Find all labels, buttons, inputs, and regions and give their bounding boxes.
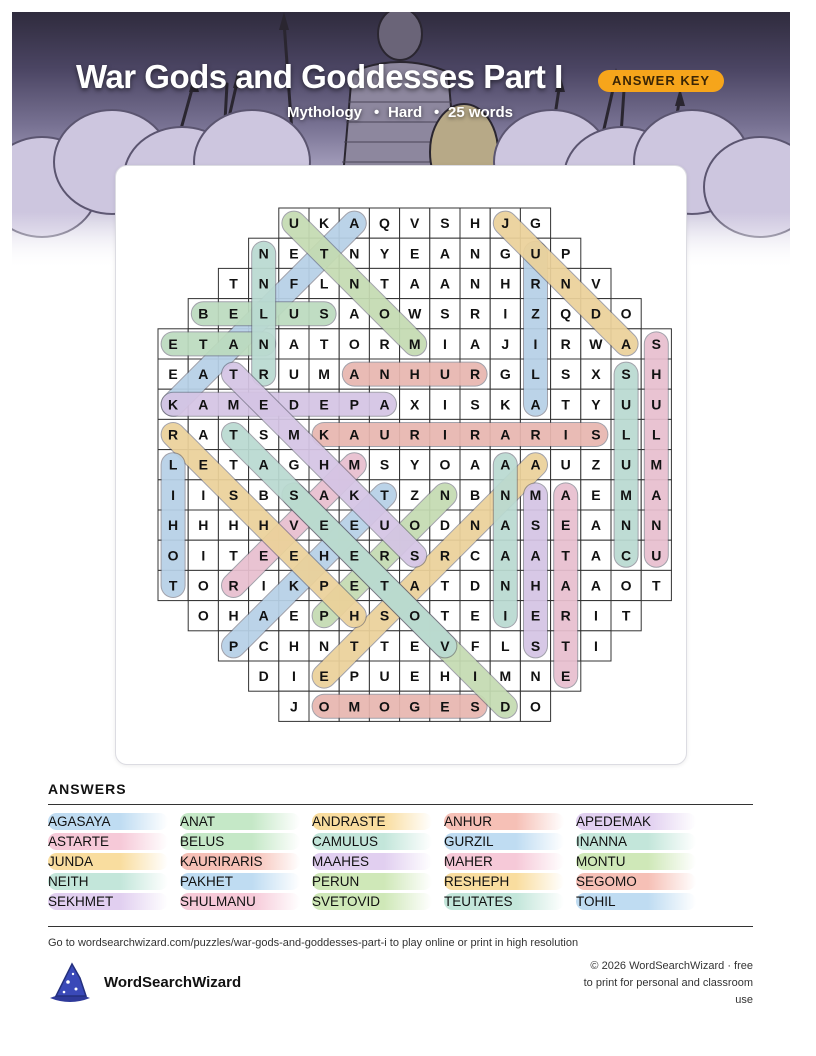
grid-letter: H [439,668,450,685]
grid-letter: R [379,335,390,352]
grid-letter: T [199,335,208,352]
grid-letter: W [589,335,603,352]
grid-letter: N [500,577,511,594]
copyright-text: © 2026 WordSearchWizard · free to print for personal and classroom use [583,960,753,1006]
grid-letter: E [259,547,269,564]
answer-key-badge: ANSWER KEY [598,70,724,92]
grid-letter: A [319,486,330,503]
grid-letter: L [168,456,178,473]
meta-separator: • [434,104,440,121]
answer-word: RESHEPH [444,873,564,890]
grid-letter: I [503,305,508,322]
grid-letter: E [561,668,571,685]
grid-letter: S [379,456,390,473]
grid-letter: J [501,215,510,232]
grid-letter: S [289,486,299,503]
grid-letter: E [561,517,571,534]
grid-letter: R [409,426,420,443]
grid-letter: E [319,396,329,413]
grid-letter: S [470,396,480,413]
grid-letter: A [288,335,299,352]
grid-letter: H [258,517,269,534]
grid-letter: T [652,577,661,594]
grid-letter: L [319,275,329,292]
grid-letter: T [319,335,329,352]
grid-letter: I [473,668,478,685]
grid-letter: U [288,215,299,232]
grid-letter: T [440,577,450,594]
grid-letter: E [259,396,269,413]
grid-letter: P [349,396,359,413]
grid-letter: O [348,335,360,352]
grid-letter: M [227,396,240,413]
grid-letter: T [380,486,389,503]
grid-letter: M [650,456,663,473]
grid-letter: E [410,668,420,685]
grid-letter: U [621,396,632,413]
grid-letter: I [291,668,296,685]
grid-letter: I [442,335,447,352]
grid-letter: T [561,637,570,654]
grid-letter: Z [410,486,419,503]
grid-letter: Q [560,305,572,322]
grid-letter: R [439,547,450,564]
grid-letter: S [379,607,390,624]
grid-letter: T [350,637,359,654]
footer-url-text: Go to wordsearchwizard.com/puzzles/war-gods-and-goddesses-part-i to play online or print in high resolution [48,937,579,949]
grid-letter: A [258,456,269,473]
grid-letter: E [349,577,359,594]
grid-letter: D [500,698,511,715]
grid-letter: O [167,547,179,564]
grid-letter: D [590,305,601,322]
grid-letter: Y [379,245,390,262]
grid-letter: W [408,305,422,322]
grid-letter: A [590,547,601,564]
grid-letter: G [530,215,541,232]
answers-heading: ANSWERS [48,781,127,797]
grid-letter: I [442,426,447,443]
grid-letter: T [229,366,238,383]
grid-letter: B [198,305,209,322]
grid-letter: E [410,245,420,262]
grid-letter: E [319,668,329,685]
grid-letter: O [197,577,209,594]
answer-word: JUNDA [48,853,168,870]
grid-letter: V [289,517,299,534]
grid-letter: O [409,517,421,534]
grid-letter: C [258,637,269,654]
grid-letter: A [651,486,662,503]
grid-letter: M [499,668,512,685]
grid-letter: S [621,366,631,383]
grid-letter: A [500,426,511,443]
grid-letter: Y [591,396,601,413]
grid-letter: H [500,275,511,292]
grid-letter: A [258,607,269,624]
grid-letter: S [651,335,661,352]
grid-letter: S [410,547,420,564]
answer-word: TEUTATES [444,893,564,910]
answer-word: PAKHET [180,873,300,890]
grid-letter: R [258,366,269,383]
grid-letter: U [379,517,390,534]
answer-word: SHULMANU [180,893,300,910]
grid-letter: S [530,637,541,654]
grid-letter: N [258,245,269,262]
grid-letter: U [651,396,662,413]
grid-letter: K [168,396,179,413]
grid-letter: A [349,426,360,443]
grid-letter: S [561,366,571,383]
divider [48,804,753,805]
grid-letter: X [410,396,420,413]
grid-letter: N [258,275,269,292]
grid-letter: O [197,607,209,624]
grid-letter: M [348,698,361,715]
grid-letter: S [228,486,239,503]
grid-letter: S [319,305,329,322]
grid-letter: U [379,668,390,685]
answer-word: INANNA [576,833,696,850]
grid-letter: R [530,275,541,292]
grid-letter: S [470,698,480,715]
grid-letter: L [531,366,540,383]
grid-letter: P [561,245,571,262]
answer-word: SEGOMO [576,873,696,890]
grid-letter: S [440,215,450,232]
grid-letter: M [408,335,421,352]
grid-letter: T [440,607,450,624]
grid-letter: A [590,517,601,534]
grid-letter: I [261,577,266,594]
grid-letter: E [198,456,208,473]
grid-letter: V [440,637,450,654]
answer-word: APEDEMAK [576,813,696,830]
grid-letter: L [501,637,510,654]
grid-letter: E [168,366,178,383]
grid-letter: S [440,305,450,322]
grid-letter: I [503,607,508,624]
grid-letter: R [228,577,239,594]
grid-letter: R [470,426,481,443]
grid-letter: N [530,668,541,685]
grid-letter: O [379,698,390,715]
answer-word: MONTU [576,853,696,870]
grid-letter: A [198,366,209,383]
grid-letter: E [319,517,329,534]
grid-letter: A [379,396,390,413]
grid-letter: R [470,366,481,383]
grid-letter: M [318,366,330,383]
word-count-label: 25 words [448,104,514,121]
grid-letter: H [228,607,239,624]
grid-letter: D [288,396,299,413]
answer-word: ANHUR [444,813,564,830]
grid-letter: I [201,547,206,564]
grid-letter: L [621,426,631,443]
grid-letter: A [439,245,450,262]
grid-letter: I [563,426,568,443]
answer-word: CAMULUS [312,833,432,850]
grid-letter: J [290,698,298,715]
grid-letter: T [380,637,389,654]
grid-letter: K [288,577,299,594]
grid-letter: N [470,517,481,534]
grid-letter: E [168,335,178,352]
grid-letter: T [561,547,570,564]
grid-letter: A [228,335,239,352]
grid-letter: H [530,577,541,594]
brand-name: WordSearchWizard [104,974,242,991]
grid-letter: E [470,607,480,624]
puzzle-title: War Gods and Goddesses Part I [76,58,563,95]
grid-letter: R [560,335,571,352]
grid-letter: D [439,517,450,534]
grid-letter: E [591,486,601,503]
grid-letter: R [530,426,541,443]
grid-letter: O [379,305,390,322]
grid-letter: U [560,456,571,473]
answer-word: SVETOVID [312,893,432,910]
grid-letter: T [168,577,178,594]
grid-letter: N [379,366,390,383]
grid-letter: O [530,698,541,715]
grid-letter: O [620,305,632,322]
grid-letter: E [440,698,450,715]
grid-letter: A [621,335,632,352]
category-label: Mythology [287,104,362,121]
grid-letter: A [470,456,481,473]
answer-word: ASTARTE [48,833,168,850]
grid-letter: H [470,215,481,232]
divider [48,926,753,927]
grid-letter: N [470,245,481,262]
grid-letter: O [318,698,330,715]
grid-letter: T [621,607,631,624]
grid-letter: E [289,245,299,262]
grid-letter: M [620,486,632,503]
grid-letter: S [591,426,601,443]
grid-letter: A [530,547,541,564]
grid-letter: R [470,305,481,322]
grid-letter: G [499,245,511,262]
grid-letter: I [593,607,598,624]
grid-letter: A [500,517,511,534]
grid-letter: U [439,366,450,383]
grid-letter: A [500,547,511,564]
grid-letter: H [319,547,330,564]
answer-word: MAAHES [312,853,432,870]
grid-letter: P [228,637,239,654]
grid-letter: U [288,305,299,322]
grid-letter: L [259,305,268,322]
grid-letter: S [530,517,541,534]
grid-letter: U [379,426,390,443]
grid-letter: N [319,637,330,654]
grid-letter: T [380,577,389,594]
grid-letter: H [168,517,179,534]
grid-letter: A [560,577,571,594]
grid-letter: P [319,577,329,594]
grid-letter: U [651,547,662,564]
grid-letter: I [593,637,598,654]
grid-letter: N [560,275,571,292]
meta-separator: • [374,104,380,121]
grid-letter: H [319,456,330,473]
grid-letter: I [201,486,206,503]
grid-letter: P [349,668,359,685]
grid-letter: H [349,607,360,624]
grid-letter: U [621,456,632,473]
grid-letter: T [229,547,238,564]
grid-letter: M [348,456,361,473]
answer-word: MAHER [444,853,564,870]
grid-letter: C [621,547,632,564]
answer-word: GURZIL [444,833,564,850]
grid-letter: V [410,215,420,232]
grid-letter: A [198,426,209,443]
grid-letter: A [530,456,541,473]
grid-letter: N [439,486,450,503]
grid-letter: H [288,637,299,654]
grid-letter: E [349,547,359,564]
grid-letter: A [349,366,360,383]
grid-letter: U [288,366,299,383]
grid-letter: O [620,577,632,594]
grid-letter: I [171,486,176,503]
grid-letter: E [410,637,420,654]
grid-letter: V [591,275,601,292]
grid-letter: F [289,275,299,292]
grid-letter: D [258,668,269,685]
grid-letter: E [289,607,299,624]
grid-letter: N [500,486,511,503]
grid-letter: T [229,456,238,473]
answer-word: PERUN [312,873,432,890]
grid-letter: A [439,275,450,292]
grid-letter: D [470,577,481,594]
grid-letter: A [560,486,571,503]
grid-letter: A [349,215,360,232]
answer-word: KAURIRARIS [180,853,300,870]
grid-letter: E [530,607,541,624]
grid-letter: T [561,396,570,413]
grid-letter: K [319,426,330,443]
answer-word: ANDRASTE [312,813,432,830]
answer-word: TOHIL [576,893,696,910]
grid-letter: Z [591,456,601,473]
grid-letter: R [560,607,571,624]
grid-letter: N [470,275,481,292]
grid-letter: A [470,335,481,352]
answer-word: BELUS [180,833,300,850]
grid-letter: L [652,426,661,443]
grid-letter: Y [410,456,420,473]
grid-letter: P [319,607,329,624]
grid-letter: T [319,245,329,262]
answer-word: NEITH [48,873,168,890]
grid-letter: K [319,215,330,232]
grid-letter: A [409,275,420,292]
grid-letter: E [289,547,299,564]
grid-letter: R [379,547,390,564]
grid-letter: X [591,366,601,383]
grid-letter: J [501,335,510,352]
grid-letter: R [168,426,179,443]
grid-letter: A [590,577,601,594]
grid-letter: E [349,517,359,534]
grid-letter: G [499,366,511,383]
grid-letter: T [229,426,238,443]
grid-letter: Q [379,215,390,232]
grid-letter: K [349,486,360,503]
grid-letter: H [409,366,420,383]
grid-letter: T [229,275,238,292]
grid-letter: B [470,486,481,503]
grid-letter: H [228,517,239,534]
grid-letter: M [529,486,542,503]
grid-letter: G [409,698,421,715]
grid-letter: H [651,366,662,383]
grid-letter: N [258,335,269,352]
grid-letter: K [500,396,511,413]
difficulty-label: Hard [388,104,423,121]
grid-letter: S [259,426,269,443]
grid-letter: N [651,517,662,534]
grid-letter: A [349,305,360,322]
grid-letter: E [228,305,239,322]
grid-letter: A [198,396,209,413]
grid-letter: T [380,275,389,292]
grid-letter: B [258,486,269,503]
wizard-hat-icon [46,962,94,1004]
answer-word: ANAT [180,813,300,830]
grid-letter: A [500,456,511,473]
grid-letter: F [470,637,480,654]
grid-letter: N [621,517,632,534]
grid-letter: N [349,275,360,292]
answer-word: SEKHMET [48,893,168,910]
grid-letter: U [530,245,541,262]
grid-letter: O [439,456,451,473]
grid-letter: H [198,517,209,534]
grid-letter: I [533,335,538,352]
grid-letter: O [409,607,421,624]
grid-letter: M [288,426,300,443]
grid-letter: A [530,396,541,413]
grid-letter: G [288,456,300,473]
grid-letter: C [470,547,481,564]
grid-letter: Z [531,305,540,322]
grid-letter: A [409,577,420,594]
answer-word: AGASAYA [48,813,168,830]
grid-letter: N [349,245,360,262]
grid-letter: I [442,396,447,413]
